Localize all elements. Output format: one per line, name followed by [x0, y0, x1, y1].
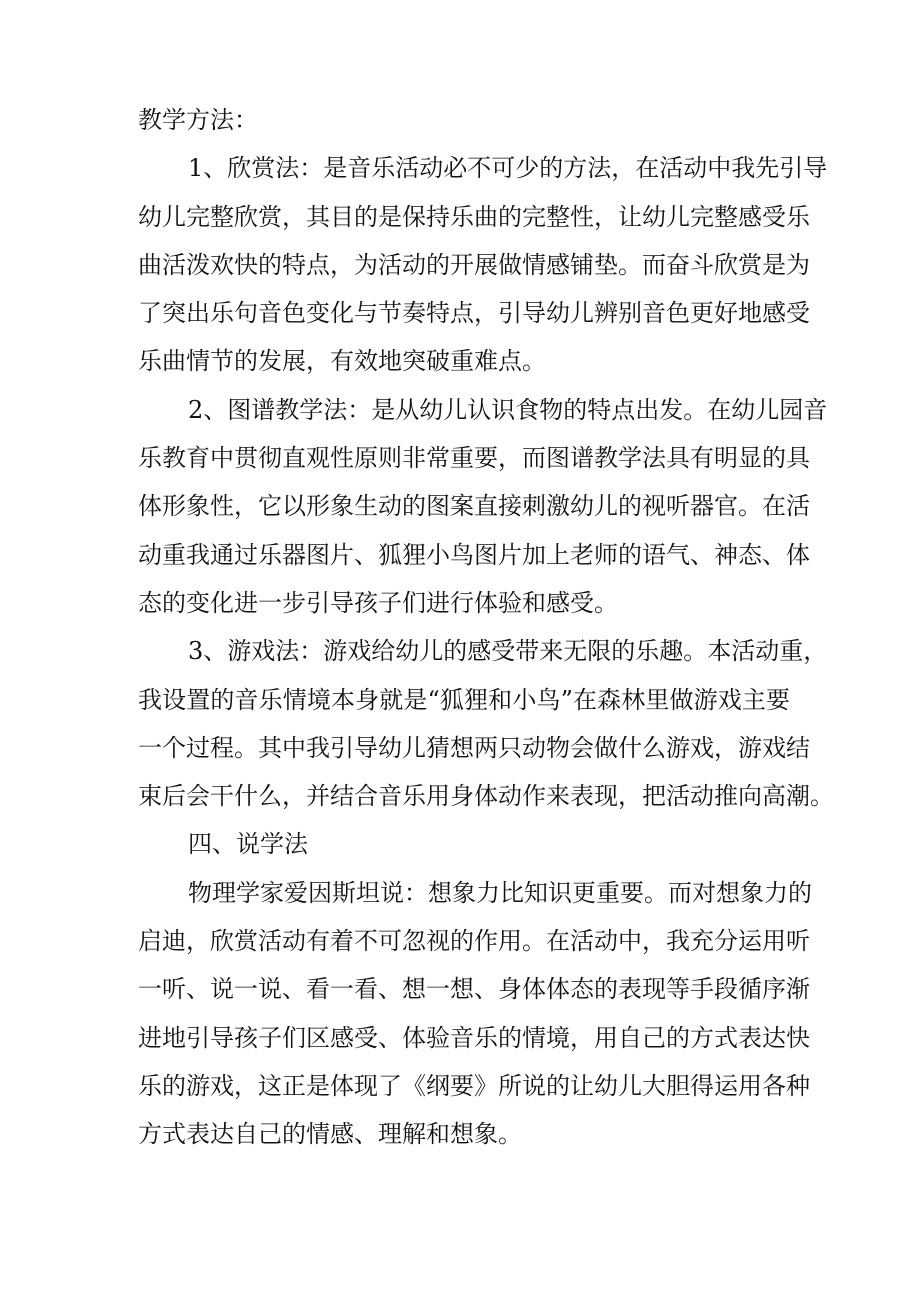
- paragraph-line: 乐教育中贯彻直观性原则非常重要，而图谱教学法具有明显的具: [138, 444, 810, 473]
- paragraph-line: 2、图谱教学法：是从幼儿认识食物的特点出发。在幼儿园音: [188, 395, 828, 424]
- paragraph-line: 态的变化进一步引导孩子们进行体验和感受。: [138, 588, 618, 617]
- paragraph-line: 幼儿完整欣赏，其目的是保持乐曲的完整性，让幼儿完整感受乐: [138, 202, 810, 231]
- paragraph-line: 一个过程。其中我引导幼儿猜想两只动物会做什么游戏，游戏结: [138, 733, 810, 762]
- section-heading-teaching-methods: 教学方法：: [138, 106, 258, 134]
- document-page: [138, 96, 834, 1159]
- paragraph-line: 体形象性，它以形象生动的图案直接刺激幼儿的视听器官。在活: [138, 492, 810, 521]
- paragraph-line: 曲活泼欢快的特点，为活动的开展做情感铺垫。而奋斗欣赏是为: [138, 250, 810, 279]
- paragraph-line: 进地引导孩子们区感受、体验音乐的情境，用自己的方式表达快: [138, 1023, 810, 1052]
- paragraph-line: 动重我通过乐器图片、狐狸小鸟图片加上老师的语气、神态、体: [138, 540, 810, 569]
- paragraph-line: 3、游戏法：游戏给幼儿的感受带来无限的乐趣。本活动重，: [188, 637, 828, 666]
- paragraph-line: 乐的游戏，这正是体现了《纲要》所说的让幼儿大胆得运用各种: [138, 1071, 810, 1100]
- paragraph-line: 方式表达自己的情感、理解和想象。: [138, 1120, 522, 1149]
- paragraph-line: 束后会干什么，并结合音乐用身体动作来表现，把活动推向高潮。: [138, 782, 834, 811]
- paragraph-line: 乐曲情节的发展，有效地突破重难点。: [138, 347, 546, 376]
- paragraph-line: 启迪，欣赏活动有着不可忽视的作用。在活动中，我充分运用听: [138, 927, 810, 956]
- paragraph-line: 我设置的音乐情境本身就是“狐狸和小鸟”在森林里做游戏主要: [138, 685, 790, 714]
- paragraph-line: 1、欣赏法：是音乐活动必不可少的方法，在活动中我先引导: [188, 154, 828, 183]
- section-heading-learning-methods: 四、说学法: [188, 830, 308, 859]
- paragraph-line: 一听、说一说、看一看、想一想、身体体态的表现等手段循序渐: [138, 975, 810, 1004]
- paragraph-line: 物理学家爱因斯坦说：想象力比知识更重要。而对想象力的: [188, 878, 812, 907]
- paragraph-line: 了突出乐句音色变化与节奏特点，引导幼儿辨别音色更好地感受: [138, 299, 810, 328]
